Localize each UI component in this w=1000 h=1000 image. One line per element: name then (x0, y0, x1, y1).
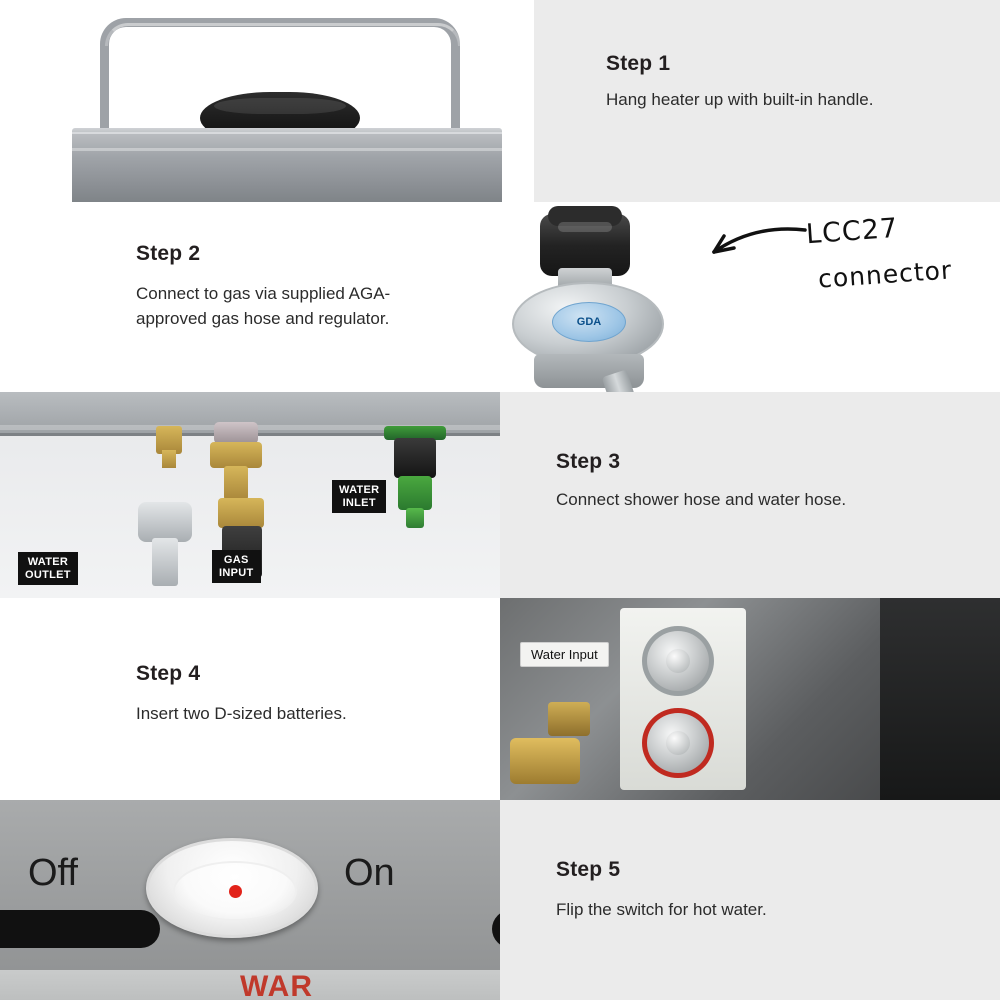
step-4-text-panel (0, 598, 500, 800)
water-outlet-shaft (152, 538, 178, 586)
power-switch-rocker[interactable] (173, 861, 297, 921)
step-row-4 (0, 598, 1000, 800)
warning-strip (0, 970, 500, 1000)
panel-slot-right (492, 910, 500, 948)
water-outlet-tag-line1: WATER (27, 556, 69, 568)
step-1-image (0, 0, 534, 202)
power-switch[interactable] (146, 838, 318, 938)
annotation-lcc27: LCC27 (805, 212, 900, 251)
step-5-image (0, 800, 500, 1000)
water-outlet-head (138, 502, 192, 542)
gas-input-nut (218, 498, 264, 528)
step-row-5 (0, 800, 1000, 1000)
power-indicator-dot (229, 885, 242, 898)
gas-nipple-shaft (162, 450, 176, 468)
step-row-2 (0, 202, 1000, 392)
centre-coupling-nut (210, 442, 262, 468)
water-inlet-green-connector (398, 476, 432, 510)
step-1-body: Hang heater up with built-in handle. (606, 90, 874, 109)
warning-label: WAR (240, 970, 313, 1000)
step-5-body: Flip the switch for hot water. (556, 900, 767, 919)
step-3-text-panel (500, 392, 1000, 598)
battery-terminal-top (666, 649, 690, 673)
centre-coupling-top (214, 422, 258, 444)
water-outlet-tag-line2: OUTLET (25, 568, 71, 581)
brass-fitting-upper (548, 702, 590, 736)
regulator-knob (540, 214, 630, 276)
water-input-photo-label: Water Input (520, 642, 609, 667)
annotation-arrow-icon (700, 222, 810, 268)
gas-input-tag-line1: GAS (223, 554, 249, 566)
step-4-body: Insert two D-sized batteries. (136, 704, 347, 723)
photo-shadow-area (880, 598, 1000, 800)
step-5-title: Step 5 (556, 858, 621, 881)
step-4-image (500, 598, 1000, 800)
step-5-text-panel (500, 800, 1000, 1000)
step-row-1 (0, 0, 1000, 202)
water-inlet-black-body (394, 438, 436, 478)
water-inlet-tip (406, 508, 424, 528)
step-3-body: Connect shower hose and water hose. (556, 490, 847, 509)
step-3-image (0, 392, 500, 598)
panel-slot-left (0, 910, 160, 948)
step-4-title: Step 4 (136, 662, 201, 685)
step-3-title: Step 3 (556, 450, 621, 473)
heater-body (72, 132, 502, 202)
water-outlet-tag (18, 552, 78, 585)
gas-input-tag-line2: INPUT (219, 566, 254, 579)
step-1-text-panel (534, 0, 1000, 202)
battery-slot-top (642, 626, 714, 696)
battery-terminal-bottom (666, 731, 690, 755)
water-inlet-tag-line2: INLET (342, 496, 376, 509)
brass-fitting-lower (510, 738, 580, 784)
water-inlet-tag-line1: WATER (339, 484, 380, 496)
step-2-image (500, 202, 1000, 392)
gas-input-tag (212, 550, 261, 583)
battery-compartment (620, 608, 746, 790)
switch-on-label: On (344, 852, 395, 894)
water-inlet-tag (332, 480, 386, 513)
annotation-connector: connector (817, 255, 954, 294)
step-2-title: Step 2 (136, 242, 201, 265)
battery-slot-bottom (642, 708, 714, 778)
step-2-body: Connect to gas via supplied AGA-approved gas hose and regulator. (136, 284, 391, 328)
centre-coupling-body (224, 466, 248, 500)
switch-off-label: Off (28, 852, 78, 894)
step-1-title: Step 1 (606, 52, 671, 75)
step-row-3 (0, 392, 1000, 598)
regulator-badge: GDA (552, 302, 626, 342)
step-2-text-panel (0, 202, 500, 392)
